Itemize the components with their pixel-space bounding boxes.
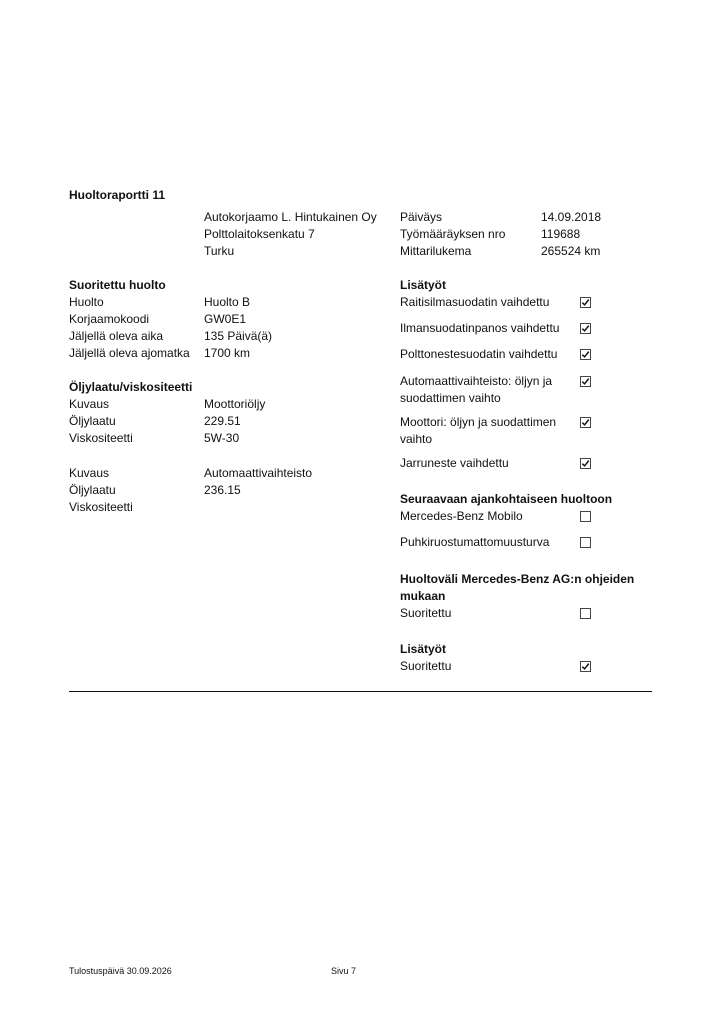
oil-row-label: Öljylaatu [69,483,116,497]
extra-work-item-label: Ilmansuodatinpanos vaihdettu [400,321,560,335]
date-value: 14.09.2018 [541,210,602,224]
date-label: Päiväys [400,210,443,224]
extra-work-checkbox[interactable] [580,376,591,387]
oil-row-label: Öljylaatu [69,414,116,428]
odometer-label: Mittarilukema [400,244,472,258]
oil-heading: Öljylaatu/viskositeetti [69,380,193,394]
next-service-checkbox[interactable] [580,537,591,548]
service-row-label: Jäljellä oleva ajomatka [69,346,190,360]
extra-work-2-item-label: Suoritettu [400,659,452,673]
next-service-checkbox[interactable] [580,511,591,522]
oil-row-value: Moottoriöljy [204,397,266,411]
extra-work-2-checkbox[interactable] [580,661,591,672]
extra-work-2-heading: Lisätyöt [400,642,447,656]
oil-row-label: Viskositeetti [69,431,133,445]
interval-heading: Huoltoväli Mercedes-Benz AG:n ohjeiden mukaan [400,572,635,603]
print-date: Tulostuspäivä 30.09.2026 [69,966,172,976]
oil-row-label: Kuvaus [69,466,110,480]
checkmark-icon [581,350,590,359]
checkmark-icon [581,377,590,386]
service-row-label: Korjaamokoodi [69,312,150,326]
oil-row-value: Automaattivaihteisto [204,466,313,480]
report-title: Huoltoraportti 11 [69,188,166,202]
next-service-item-label: Mercedes-Benz Mobilo [400,509,523,523]
interval-item-label: Suoritettu [400,606,452,620]
extra-work-checkbox[interactable] [580,417,591,428]
extra-work-checkbox[interactable] [580,323,591,334]
checkmark-icon [581,324,590,333]
oil-row-label: Kuvaus [69,397,110,411]
checkmark-icon [581,459,590,468]
work-order-label: Työmääräyksen nro [400,227,506,241]
extra-work-checkbox[interactable] [580,297,591,308]
service-row-value: 135 Päivä(ä) [204,329,273,343]
oil-row-label: Viskositeetti [69,500,133,514]
extra-work-item-label: Polttonestesuodatin vaihdettu [400,347,558,361]
work-order-value: 119688 [541,227,581,241]
oil-row-value: 236.15 [204,483,241,497]
extra-work-checkbox[interactable] [580,458,591,469]
extra-work-item-label: Automaattivaihteisto: öljyn ja suodattimen vaihto [400,374,553,405]
workshop-street: Polttolaitoksenkatu 7 [204,227,315,241]
extra-work-item-label: Moottori: öljyn ja suodattimen vaihto [400,415,557,446]
workshop-city: Turku [204,244,235,258]
odometer-value: 265524 km [541,244,601,258]
service-row-value: GW0E1 [204,312,247,326]
page-number: Sivu 7 [331,966,357,976]
extra-work-item-label: Jarruneste vaihdettu [400,456,509,470]
interval-checkbox[interactable] [580,608,591,619]
service-heading: Suoritettu huolto [69,278,166,292]
oil-row-value: 5W-30 [204,431,240,445]
next-service-item-label: Puhkiruostumattomuusturva [400,535,550,549]
extra-work-heading: Lisätyöt [400,278,447,292]
service-row-value: Huolto B [204,295,251,309]
service-row-label: Jäljellä oleva aika [69,329,164,343]
checkmark-icon [581,662,590,671]
checkmark-icon [581,298,590,307]
section-divider [69,691,652,692]
checkmark-icon [581,418,590,427]
service-row-label: Huolto [69,295,104,309]
oil-row-value: 229.51 [204,414,241,428]
extra-work-item-label: Raitisilmasuodatin vaihdettu [400,295,550,309]
service-row-value: 1700 km [204,346,251,360]
next-service-heading: Seuraavaan ajankohtaiseen huoltoon [400,492,613,506]
extra-work-checkbox[interactable] [580,349,591,360]
workshop-name: Autokorjaamo L. Hintukainen Oy [204,210,377,224]
